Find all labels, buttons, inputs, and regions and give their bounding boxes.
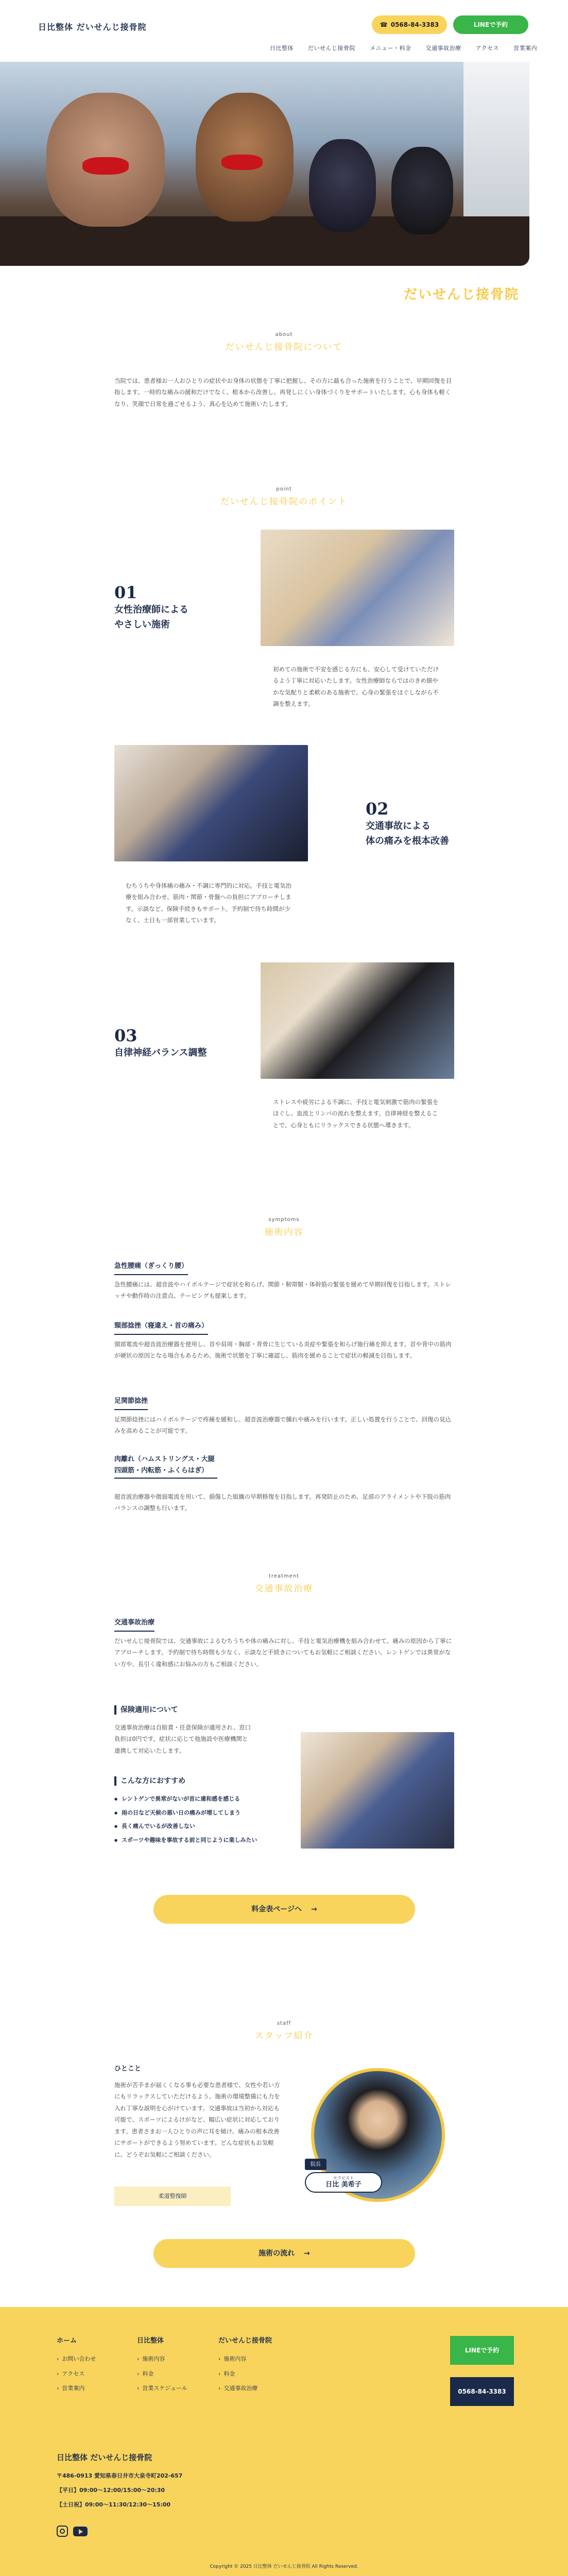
youtube-icon[interactable]: [73, 2527, 88, 2536]
footer-col-home-head[interactable]: ホーム: [57, 2337, 77, 2345]
footer-tel-button[interactable]: 0568-84-3383: [450, 2377, 514, 2406]
tel-button[interactable]: [372, 15, 447, 34]
symptoms-en-label: symptoms: [268, 1217, 300, 1223]
symptom-4-title: 肉離れ（ハムストリングス・大腿四頭筋・内転筋・ふくらはぎ）: [114, 1454, 217, 1479]
treatment-subtitle: 交通事故治療: [114, 1617, 154, 1632]
footer-col-clinic-head[interactable]: だいせんじ接骨院: [218, 2337, 272, 2345]
symptom-2-title: 頸部捻挫（寝違え・首の痛み）: [114, 1320, 208, 1335]
staff-role-badge: [305, 2159, 326, 2170]
staff-name: 日比 美希子: [325, 2181, 362, 2189]
footer-address: 〒486-0913 愛知県春日井市大泉寺町202-657: [57, 2472, 183, 2479]
symptom-2-text: 頸部電流や超音波治療器を使用し、首や肩周・胸部・背骨に生じている炎症や緊張を和らげ施行痛を抑えます。首や背中の筋肉が硬状の原因となる場合もあるため、施術で状態を丁寧に確認し、筋肉を緩めることで症状の軽減を目指します。: [114, 1341, 452, 1360]
symptoms-title: 施術内容: [264, 1227, 304, 1238]
footer-col-clinic: [218, 2335, 272, 2398]
point-en-label: point: [276, 486, 292, 492]
footer-link-contact[interactable]: › お問い合わせ: [57, 2354, 96, 2365]
footer-link-hibi-menu[interactable]: › 施術内容: [137, 2354, 187, 2365]
teddy-bear-right-2: [391, 147, 453, 234]
point-01-photo: [261, 530, 454, 646]
arrow-right-icon: →: [311, 1905, 317, 1913]
price-page-button[interactable]: [153, 1895, 415, 1924]
price-page-button-label: 料金表ページへ: [251, 1905, 302, 1913]
treatment-title: 交通事故治療: [254, 1584, 314, 1594]
symptom-1-title: 急性腰痛（ぎっくり腰）: [114, 1260, 188, 1275]
point-02-photo: [114, 745, 308, 861]
nav-item-menu[interactable]: メニュー・料金: [370, 45, 411, 52]
about-text: 当院では、患者様お一人おひとりの症状やお身体の状態を丁寧に把握し、その方に最も合った施術を行うことで、早期回復を目指します。一時的な痛みの緩和だけでなく、根本から改善し、再発しにくい身体づくりをサポートいたします。心も身体も軽くなり、笑顔で日常を過ごせるよう、真心を込めて施術いたします。: [114, 377, 452, 408]
footer-hours-weekend: 【土日祝】09:00〜11:30/12:30〜15:00: [57, 2501, 171, 2508]
site-header: [0, 0, 568, 62]
point-02-text: むちうちや身体痛の痛み・不調に専門的に対応。手技と電気治療を組み合わせ、筋肉・関節・骨盤への負担にアプローチします。示談など、保険手続きもサポート。予約制で待ち時間が少なく、土日も一部営業しています。: [126, 882, 291, 924]
point-02-title-line2: 体の痛みを根本改善: [366, 835, 449, 846]
footer-clinic-name: 日比整体 だいせんじ接骨院: [57, 2453, 152, 2462]
recommend-item-3: ● 長く痛んでいるが改善しない: [114, 1822, 264, 1831]
recommend-list: [114, 1795, 264, 1850]
instagram-icon[interactable]: [57, 2526, 68, 2537]
nav-item-clinic[interactable]: だいせんじ接骨院: [308, 45, 355, 52]
point-01-text: 初めての施術で不安を感じる方にも、安心して受けていただけるよう丁寧に対応いたします。女性治療師ならではのきめ細やかな気配りと柔軟のある施術で、心身の緊張をほぐしながら不調を整えます。: [273, 666, 439, 708]
treatment-flow-button[interactable]: [153, 2239, 415, 2268]
recommend-item-1: ● レントゲンで異常がないが首に違和感を感じる: [114, 1795, 264, 1804]
recommend-item-2: ● 雨の日など天候の悪い日の痛みが増してしまう: [114, 1809, 264, 1818]
footer-link-hibi-schedule[interactable]: › 営業スケジュール: [137, 2383, 187, 2394]
footer-col-hibi-head[interactable]: 日比整体: [137, 2337, 164, 2345]
arrow-right-icon: →: [304, 2249, 310, 2258]
insurance-title: 保険適用について: [114, 1705, 178, 1715]
staff-text: 施術が苦手まが届くくなる事も必要な患者様で、女性や若い方にもリラックスしていただけるよう、施術の環境整備にも力を入れ丁寧な説明を心がけています。交通事故は当初から対応も可能で、スポーツによるけがなど、幅広い症状に対応しております。患者さまお一人ひとりの声に耳を傾け、痛みの根本改善にサポートができるよう努めています。どんな症状もお気軽に、どうぞお気軽にご相談ください。: [114, 2081, 280, 2158]
phone-icon: ☎: [380, 21, 388, 28]
staff-role: 院長: [311, 2161, 321, 2167]
symptom-4-text: 超音波治療器や微弱電流を用いて、損傷した組織の早期修復を目指します。再発防止のため、足部のアライメントや下肢の筋肉バランスの調整も行います。: [114, 1493, 451, 1512]
staff-subtitle: ひとこと: [114, 2065, 142, 2073]
footer-link-clinic-menu[interactable]: › 施術内容: [218, 2354, 272, 2365]
treatment-text: だいせんじ接骨院では、交通事故によるむちうちや体の痛みに対し、手技と電気治療機を組み合わせて、痛みの原因から丁寧にアプローチします。予約制で待ち時間も少なく、示談など手続きについてもお気軽にご相談ください。レントゲンでは異常がない方や、長引く違和感にお悩みの方もご相談ください。: [114, 1637, 452, 1668]
youtube-play-triangle: [79, 2529, 83, 2534]
point-02-number: 02: [366, 799, 389, 819]
footer-link-clinic-traffic[interactable]: › 交通事故治療: [218, 2383, 272, 2394]
footer-col-hibi: [137, 2335, 187, 2398]
point-01-title-line2: やさしい施術: [114, 619, 170, 630]
point-01-title-line1: 女性治療師による: [114, 604, 188, 615]
site-footer: [0, 2307, 568, 2576]
symptom-3-title: 足関節捻挫: [114, 1395, 148, 1410]
instagram-lens: [60, 2529, 65, 2534]
point-02-title: [366, 819, 500, 849]
nav-item-hours[interactable]: 営業案内: [513, 45, 538, 52]
point-03-photo: [261, 962, 454, 1079]
footer-link-hibi-price[interactable]: › 料金: [137, 2369, 187, 2380]
copyright: Copyright © 2025 日比整体 だいせんじ接骨院 All Rights Reserved.: [210, 2564, 358, 2569]
about-title: だいせんじ接骨院について: [225, 342, 343, 352]
point-01-title: [114, 603, 248, 633]
treatment-photo: [301, 1732, 454, 1849]
nav-item-access[interactable]: アクセス: [475, 45, 500, 52]
hero-clinic-name: だいせんじ接骨院: [404, 287, 520, 302]
treatment-flow-button-label: 施術の流れ: [259, 2249, 295, 2258]
tel-number: 0568-84-3383: [390, 21, 439, 28]
staff-en-label: staff: [277, 2021, 291, 2026]
point-03-number: 03: [114, 1026, 137, 1045]
ribbon-left: [82, 157, 129, 175]
site-logo[interactable]: 日比整体 だいせんじ接骨院: [38, 22, 147, 32]
nav-item-traffic[interactable]: 交通事故治療: [425, 45, 461, 52]
footer-hours-weekday: 【平日】09:00〜12:00/15:00〜20:30: [57, 2487, 165, 2494]
insurance-text: 交通事故治療は自賠責・任意保険が適用され、窓口負担は0円です。症状に応じて他施設や医療機関と連携して対応いたします。: [114, 1724, 251, 1754]
line-reserve-button[interactable]: LINEで予約: [453, 15, 528, 34]
staff-title: スタッフ紹介: [254, 2031, 314, 2041]
recommend-item-4: ● スポーツや趣味を事故する前と同じように楽しみたい: [114, 1836, 264, 1845]
symptom-1-text: 急性腰痛には、超音波やハイボルテージで症状を和らげ、関節・靭帯類・体幹筋の緊張を緩めて早期回復を目指します。ストレッチや動作時の注意点、テーピングも提案します。: [114, 1281, 451, 1300]
license-label: 柔道整復師: [158, 2192, 187, 2199]
footer-line-button[interactable]: LINEで予約: [450, 2336, 514, 2365]
symptom-3-text: 足関節捻挫にはハイボルテージで疼痛を緩和し、超音波治療器で腫れや痛みを行います。正しい処置を行うことで、回復の見込みを高めることが可能です。: [114, 1416, 452, 1435]
point-title: だいせんじ接骨院のポイント: [220, 497, 348, 507]
about-en-label: about: [275, 332, 293, 337]
treatment-en-label: treatment: [268, 1573, 300, 1579]
footer-link-hours[interactable]: › 営業案内: [57, 2383, 96, 2394]
point-03-text: ストレスや疲労による不調に、手技と電気刺激で筋肉の緊張をほぐし、血流とリンパの流れを整えます。自律神経を整えることで、心身ともにリラックスできる状態へ導きます。: [273, 1098, 439, 1129]
staff-name-plate: [305, 2172, 382, 2193]
recommend-title: こんな方におすすめ: [114, 1776, 185, 1786]
footer-link-access[interactable]: › アクセス: [57, 2369, 96, 2380]
ribbon-center: [221, 155, 263, 170]
license-badge: [114, 2187, 231, 2206]
footer-link-clinic-price[interactable]: › 料金: [218, 2369, 272, 2380]
hero-image: [0, 62, 529, 266]
teddy-bear-right-1: [309, 139, 376, 232]
hero-window-glow: [463, 62, 529, 216]
nav-item-hibi[interactable]: 日比整体: [270, 45, 294, 52]
point-02-title-line1: 交通事故による: [366, 821, 431, 832]
staff-badge-role: セラピスト: [333, 2176, 354, 2181]
point-03-title: 自律神経バランス調整: [114, 1047, 207, 1058]
global-nav: [263, 43, 544, 54]
footer-col-home: [57, 2335, 96, 2398]
point-01-number: 01: [114, 583, 137, 602]
